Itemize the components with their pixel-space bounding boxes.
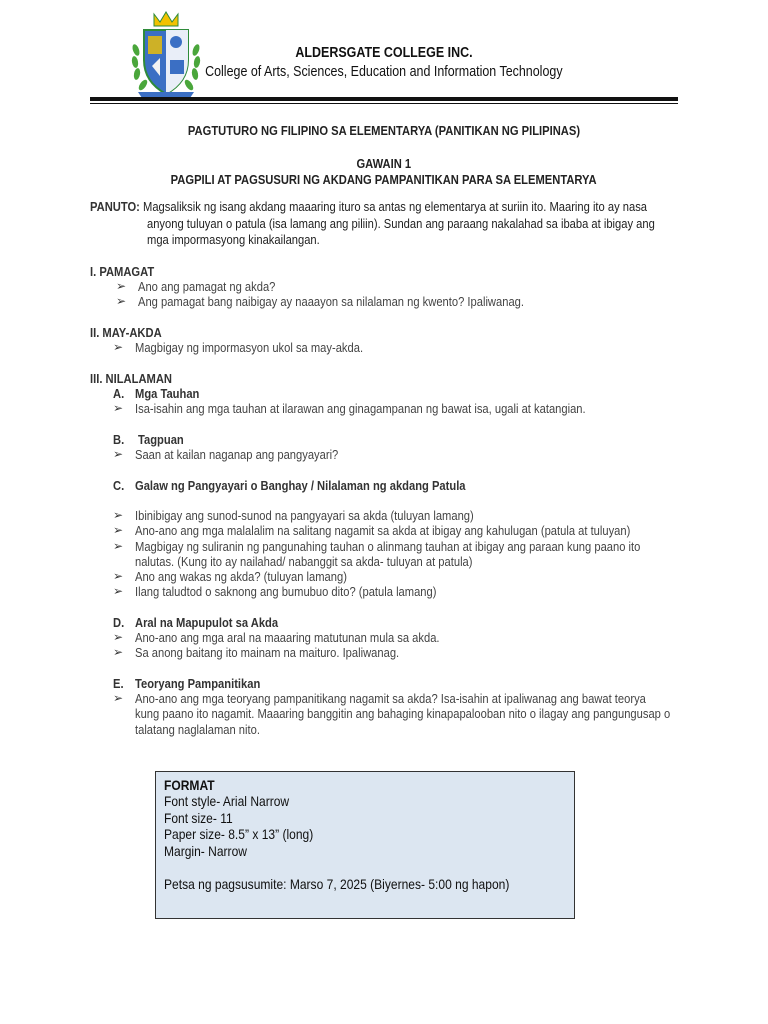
arrowhead-bullet-icon: ➢ [113, 523, 124, 537]
arrowhead-bullet-icon: ➢ [113, 691, 124, 705]
subsection-letter-b: B. [113, 432, 125, 447]
arrowhead-bullet-icon: ➢ [116, 279, 127, 293]
banghay-item-3: Magbigay ng suliranin ng pangunahing tauhan o alinmang tauhan at ibigay ang paraan kung paano ito [135, 539, 641, 554]
banghay-item-1: Ibinibigay ang sunod-sunod na pangyayari sa akda (tuluyan lamang) [135, 508, 474, 523]
panuto-line-2: anyong tuluyan o patula (isa lamang ang piliin). Sundan ang paraang nakalahad sa ibaba at ibigay ang [147, 216, 655, 231]
arrowhead-bullet-icon: ➢ [113, 584, 124, 598]
subsection-title-banghay: Galaw ng Pangyayari o Banghay / Nilalaman ng akdang Patula [135, 478, 466, 493]
header-rule-thin [90, 103, 678, 104]
banghay-item-3-cont: nalutas. (Kung ito ay nailahad/ nabanggit sa akda- tuluyan at patula) [135, 554, 473, 569]
format-margin: Margin- Narrow [164, 843, 247, 859]
arrowhead-bullet-icon: ➢ [113, 340, 124, 354]
banghay-item-2: Ano-ano ang mga malalalim na salitang nagamit sa akda at ibigay ang kahulugan (patula at tuluyan) [135, 523, 631, 538]
arrowhead-bullet-icon: ➢ [113, 401, 124, 415]
format-font-style: Font style- Arial Narrow [164, 793, 290, 809]
format-title: FORMAT [164, 777, 215, 793]
format-paper-size: Paper size- 8.5” x 13” (long) [164, 826, 314, 842]
pamagat-item-2: Ang pamagat bang naibigay ay naaayon sa nilalaman ng kwento? Ipaliwanag. [138, 294, 524, 309]
activity-title: PAGPILI AT PAGSUSURI NG AKDANG PAMPANITIKAN PARA SA ELEMENTARYA [171, 172, 597, 187]
teorya-item-1: Ano-ano ang mga teoryang pampanitikang nagamit sa akda? Isa-isahin at ipaliwanag ang bawat teorya [135, 691, 646, 706]
subsection-letter-c: C. [113, 478, 125, 493]
section-heading-nilalaman: III. NILALAMAN [90, 371, 172, 386]
arrowhead-bullet-icon: ➢ [113, 630, 124, 644]
arrowhead-bullet-icon: ➢ [113, 645, 124, 659]
aral-item-1: Ano-ano ang mga aral na maaaring matutunan mula sa akda. [135, 630, 440, 645]
tauhan-item-1: Isa-isahin ang mga tauhan at ilarawan ang ginagampanan ng bawat isa, ugali at katangian. [135, 401, 586, 416]
subsection-title-aral: Aral na Mapupulot sa Akda [135, 615, 279, 630]
teorya-item-1-cont: kung paano ito nagamit. Maaaring banggitin ang bahaging kinapapalooban nito o ilagay ang pangungusap o [135, 706, 671, 721]
panuto-label: PANUTO: [90, 199, 140, 214]
subsection-title-tagpuan: Tagpuan [138, 432, 184, 447]
arrowhead-bullet-icon: ➢ [113, 569, 124, 583]
tagpuan-item-1: Saan at kailan naganap ang pangyayari? [135, 447, 339, 462]
format-box [155, 771, 575, 919]
subsection-title-mga-tauhan: Mga Tauhan [135, 386, 200, 401]
section-heading-may-akda: II. MAY-AKDA [90, 325, 162, 340]
pamagat-item-1: Ano ang pamagat ng akda? [138, 279, 276, 294]
format-deadline: Petsa ng pagsusumite: Marso 7, 2025 (Biyernes- 5:00 ng hapon) [164, 876, 510, 892]
panuto-line-1: Magsaliksik ng isang akdang maaaring ituro sa antas ng elementarya at suriin ito. Maaring ito ay nasa [143, 199, 648, 214]
panuto-block [90, 199, 647, 214]
aral-item-2: Sa anong baitang ito mainam na maituro. Ipaliwanag. [135, 645, 400, 660]
college-subtitle: College of Arts, Sciences, Education and Information Technology [205, 64, 563, 80]
arrowhead-bullet-icon: ➢ [113, 447, 124, 461]
may-akda-item-1: Magbigay ng impormasyon ukol sa may-akda. [135, 340, 364, 355]
subsection-letter-d: D. [113, 615, 125, 630]
subsection-title-teorya: Teoryang Pampanitikan [135, 676, 261, 691]
format-font-size: Font size- 11 [164, 810, 233, 826]
arrowhead-bullet-icon: ➢ [113, 539, 124, 553]
course-title: PAGTUTURO NG FILIPINO SA ELEMENTARYA (PANITIKAN NG PILIPINAS) [187, 123, 581, 138]
arrowhead-bullet-icon: ➢ [116, 294, 127, 308]
subsection-letter-a: A. [113, 386, 125, 401]
subsection-letter-e: E. [113, 676, 124, 691]
header-rule-thick [90, 97, 678, 101]
college-name: ALDERSGATE COLLEGE INC. [295, 45, 473, 61]
teorya-item-1-end: talatang naglalaman nito. [135, 722, 260, 737]
activity-number: GAWAIN 1 [356, 156, 412, 171]
panuto-line-3: mga impormasyong kinakailangan. [147, 232, 320, 247]
arrowhead-bullet-icon: ➢ [113, 508, 124, 522]
banghay-item-4: Ano ang wakas ng akda? (tuluyan lamang) [135, 569, 347, 584]
banghay-item-5: Ilang taludtod o saknong ang bumubuo dito? (patula lamang) [135, 584, 437, 599]
section-heading-pamagat: I. PAMAGAT [90, 264, 155, 279]
